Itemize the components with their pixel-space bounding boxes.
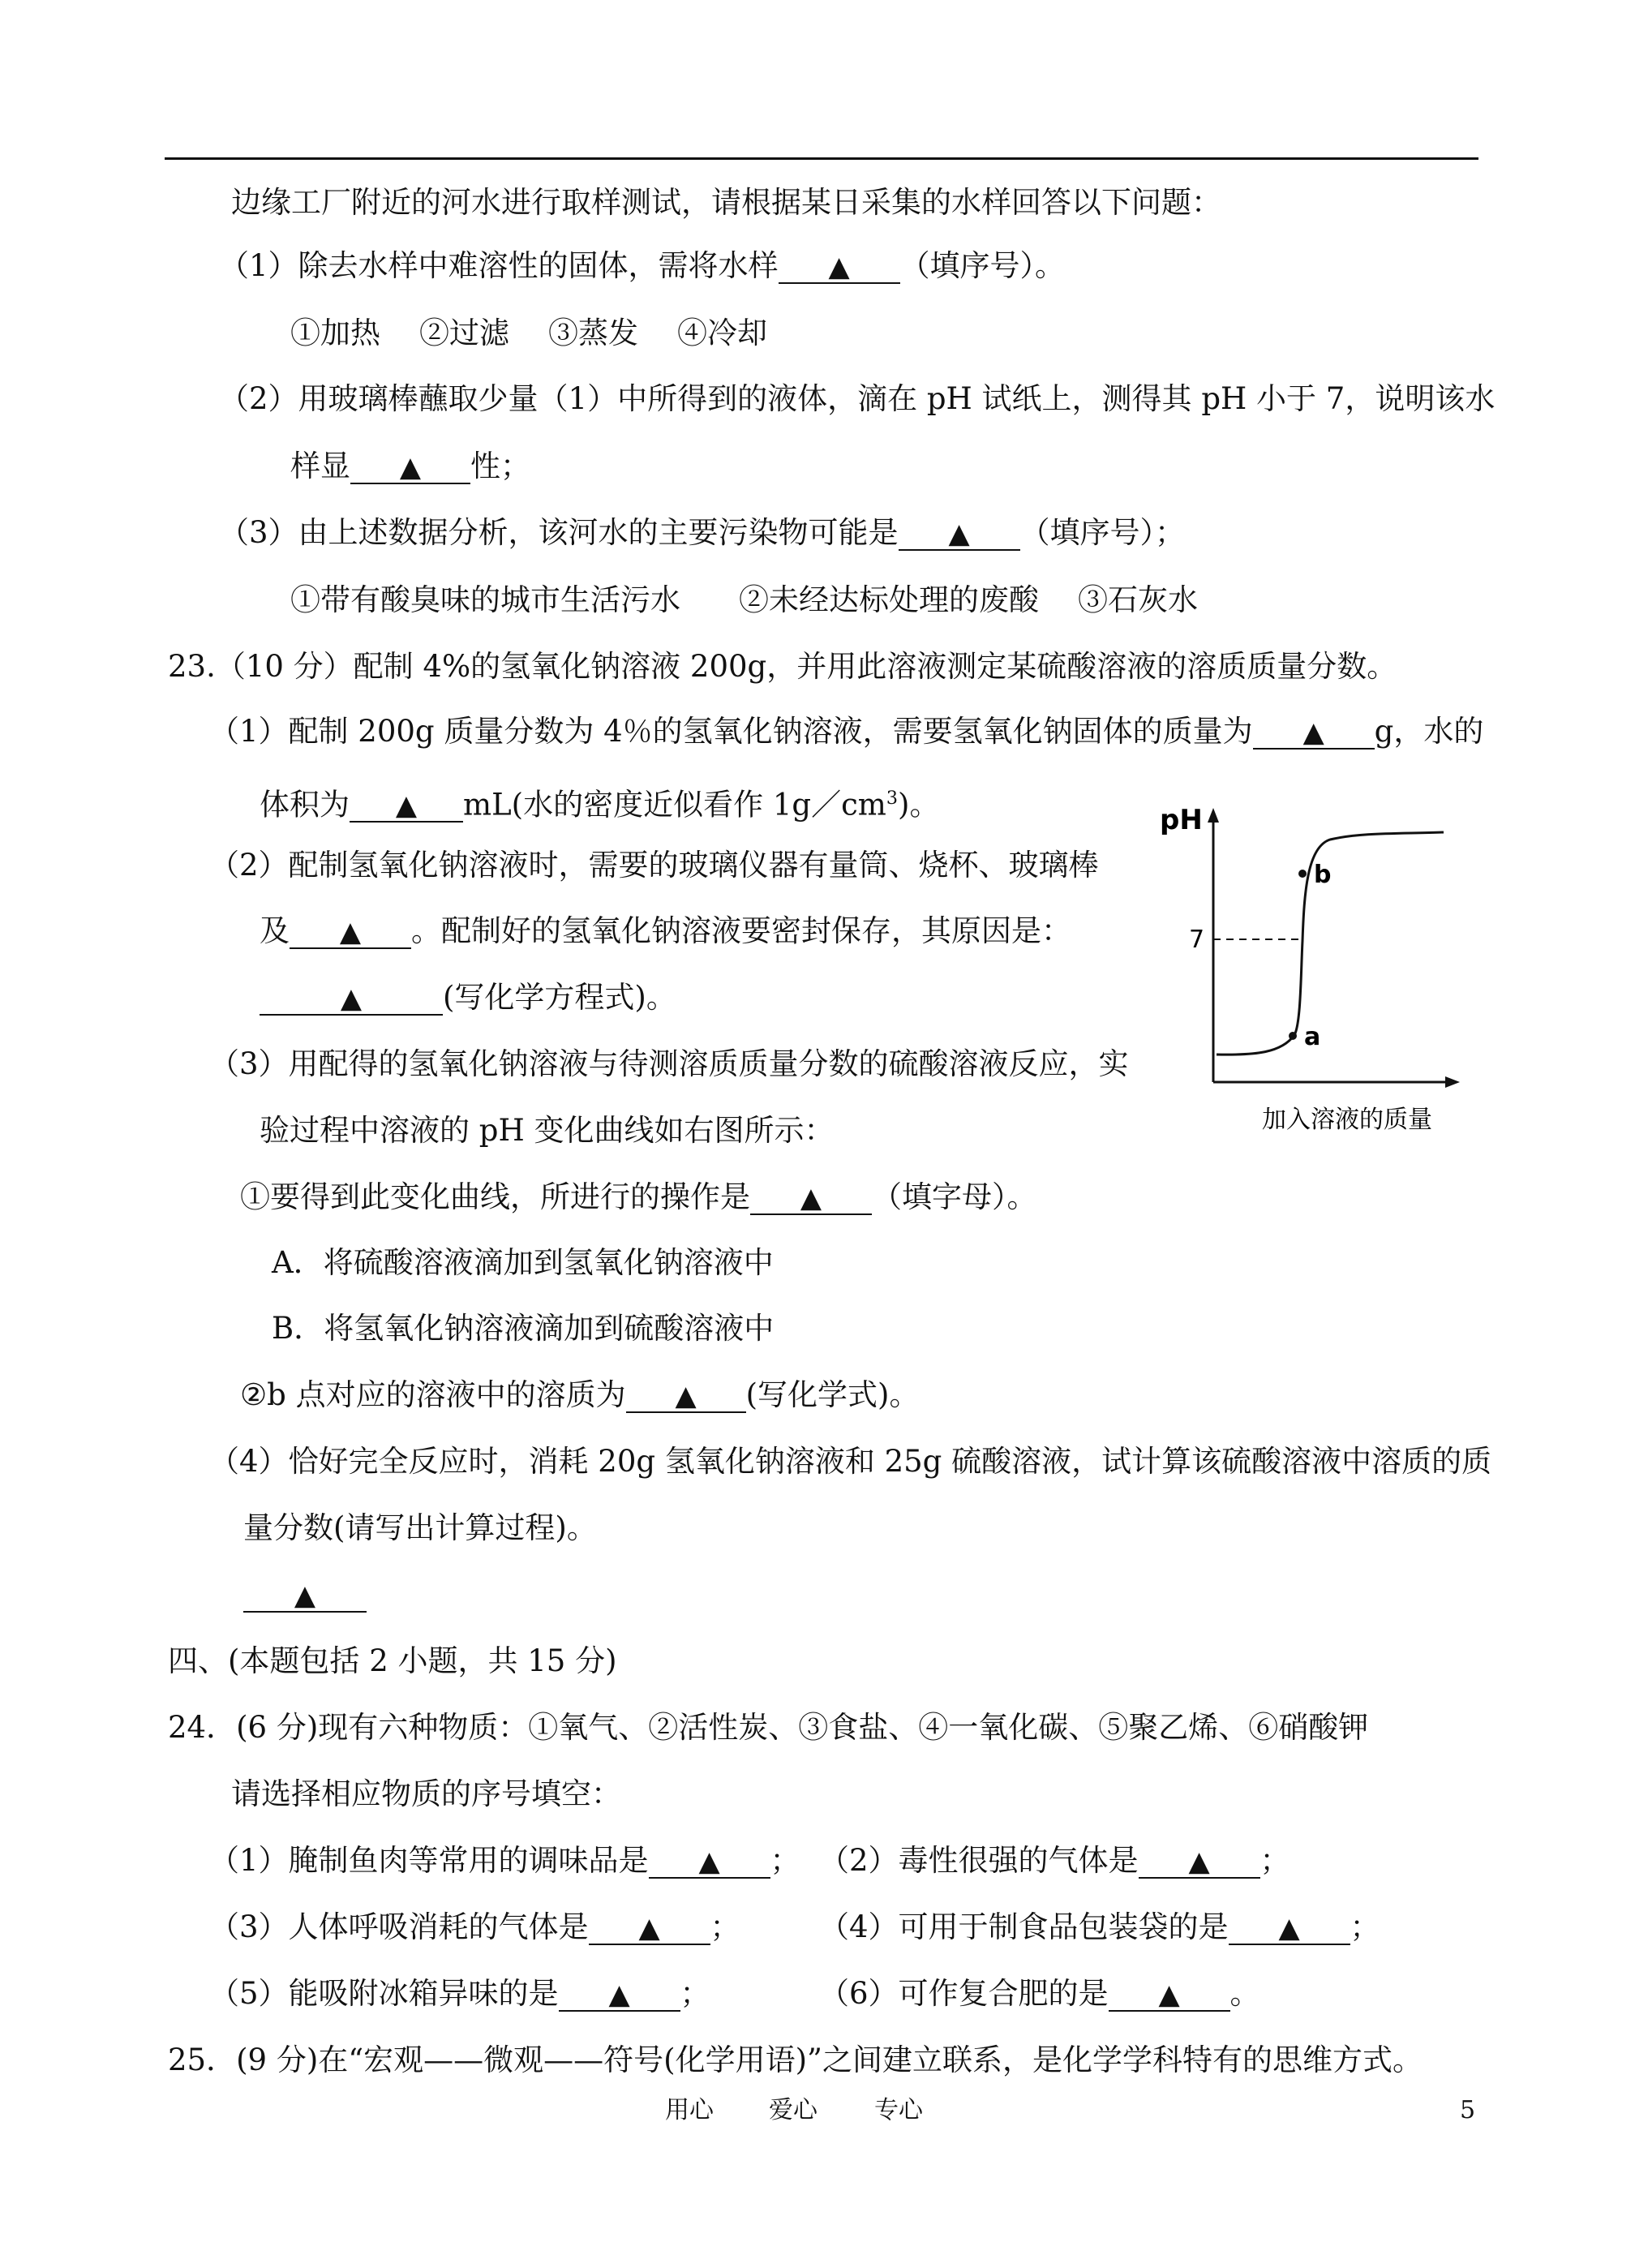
answer-blank[interactable]: ▲ xyxy=(1253,715,1375,750)
answer-blank[interactable]: ▲ xyxy=(626,1379,746,1413)
answer-blank[interactable]: ▲ xyxy=(1229,1911,1350,1945)
q24-instruction: 请选择相应物质的序号填空： xyxy=(231,1776,621,1811)
page-number: 5 xyxy=(1460,2096,1476,2124)
y-axis-arrow-icon xyxy=(1208,808,1219,823)
answer-blank[interactable]: ▲ xyxy=(649,1845,770,1879)
answer-blank[interactable]: ▲ xyxy=(779,250,900,284)
q22-2-line2: 样显 ▲ 性； xyxy=(290,449,530,483)
footer-item-1: 用心 xyxy=(665,2096,714,2124)
q23-1-line2: 体积为 ▲ mL(水的密度近似看作 $1g/cm^3$)。 xyxy=(260,787,940,823)
answer-blank[interactable]: ▲ xyxy=(350,788,463,823)
header-rule xyxy=(165,157,1478,160)
q23-option-b: B．将氢氧化钠溶液滴加到硫酸溶液中 xyxy=(272,1311,775,1346)
q24-item-5: （5）能吸附冰箱异味的是 ▲ ； xyxy=(209,1976,710,2011)
answer-blank[interactable]: ▲ xyxy=(243,1579,367,1613)
q23-3-1: ①要得到此变化曲线，所进行的操作是 ▲ （填字母）。 xyxy=(240,1179,1037,1214)
q23-2-line3: ▲ (写化学方程式)。 xyxy=(260,978,676,1017)
y-axis-label: pH xyxy=(1160,804,1203,836)
q24-item-4: （4）可用于制食品包装袋的是 ▲ ； xyxy=(819,1909,1380,1944)
answer-blank[interactable]: ▲ xyxy=(899,517,1020,551)
answer-blank[interactable]: ▲ xyxy=(290,915,411,949)
q24-item-6: （6）可作复合肥的是 ▲ 。 xyxy=(819,1976,1260,2011)
footer-item-2: 爱心 xyxy=(769,2096,818,2124)
q23-title: 23.（10 分）配制 4%的氢氧化钠溶液 200g，并用此溶液测定某硫酸溶液的溶质质量分数。 xyxy=(168,649,1397,684)
q22-intro: 边缘工厂附近的河水进行取样测试，请根据某日采集的水样回答以下问题： xyxy=(231,185,1221,220)
point-a-marker xyxy=(1289,1032,1297,1040)
q23-4-answer xyxy=(243,1575,367,1614)
point-a-label: a xyxy=(1304,1023,1321,1051)
q25-title: 25．(9 分)在“宏观——微观——符号(化学用语)”之间建立联系，是化学学科特有的思维方式。 xyxy=(168,2042,1423,2077)
q22-3: （3）由上述数据分析，该河水的主要污染物可能是 ▲ （填序号）； xyxy=(219,515,1186,550)
q23-1-line1: （1）配制 200g 质量分数为 4％的氢氧化钠溶液，需要氢氧化钠固体的质量为 ▲ g，水的 xyxy=(209,714,1484,749)
q23-3-line2: 验过程中溶液的 pH 变化曲线如右图所示： xyxy=(260,1113,835,1148)
y-tick-seven: 7 xyxy=(1189,926,1205,954)
q23-2-line2: 及 ▲ 。配制好的氢氧化钠溶液要密封保存，其原因是： xyxy=(260,913,1071,948)
answer-blank[interactable]: ▲ xyxy=(1109,1978,1230,2012)
q24-item-1: （1）腌制鱼肉等常用的调味品是 ▲ ； xyxy=(209,1843,800,1878)
q23-4-line1: （4）恰好完全反应时，消耗 20g 氢氧化钠溶液和 25g 硫酸溶液，试计算该硫酸溶液中溶质的质 xyxy=(209,1444,1492,1479)
footer-item-3: 专心 xyxy=(874,2096,923,2124)
q24-title: 24．(6 分)现有六种物质：①氧气、②活性炭、③食盐、④一氧化碳、⑤聚乙烯、⑥硝酸钾 xyxy=(168,1710,1369,1745)
q23-2-line1: （2）配制氢氧化钠溶液时，需要的玻璃仪器有量筒、烧杯、玻璃棒 xyxy=(209,848,1099,883)
answer-blank[interactable]: ▲ xyxy=(260,982,443,1016)
x-axis-label: 加入溶液的质量 xyxy=(1262,1106,1432,1134)
answer-blank[interactable]: ▲ xyxy=(589,1911,710,1945)
q24-item-2: （2）毒性很强的气体是 ▲ ； xyxy=(819,1843,1290,1878)
x-axis-arrow-icon xyxy=(1445,1076,1460,1088)
q23-option-a: A．将硫酸溶液滴加到氢氧化钠溶液中 xyxy=(272,1245,774,1280)
q22-1: （1）除去水样中难溶性的固体，需将水样 ▲ （填序号）。 xyxy=(219,248,1066,283)
point-b-label: b xyxy=(1314,861,1332,889)
q23-3-line1: （3）用配得的氢氧化钠溶液与待测溶质质量分数的硫酸溶液反应，实 xyxy=(209,1046,1129,1081)
answer-blank[interactable]: ▲ xyxy=(750,1181,872,1215)
section-four-heading: 四、(本题包括 2 小题，共 15 分) xyxy=(168,1643,617,1678)
answer-blank[interactable]: ▲ xyxy=(559,1978,680,2012)
q22-1-options: ①加热 ②过滤 ③蒸发 ④冷却 xyxy=(290,316,767,350)
q23-4-line2: 量分数(请写出计算过程)。 xyxy=(243,1510,597,1545)
q22-3-options: ①带有酸臭味的城市生活污水 ②未经达标处理的废酸 ③石灰水 xyxy=(290,582,1198,617)
answer-blank[interactable]: ▲ xyxy=(1139,1845,1260,1879)
q23-3-2: ②b 点对应的溶液中的溶质为 ▲ (写化学式)。 xyxy=(240,1377,920,1412)
point-b-marker xyxy=(1298,870,1307,878)
q24-item-3: （3）人体呼吸消耗的气体是 ▲ ； xyxy=(209,1909,740,1944)
answer-blank[interactable]: ▲ xyxy=(350,450,470,484)
ph-curve-figure xyxy=(1142,787,1483,1144)
q22-2-line1: （2）用玻璃棒蘸取少量（1）中所得到的液体，滴在 pH 试纸上，测得其 pH 小于 7，说明该水 xyxy=(219,381,1496,416)
